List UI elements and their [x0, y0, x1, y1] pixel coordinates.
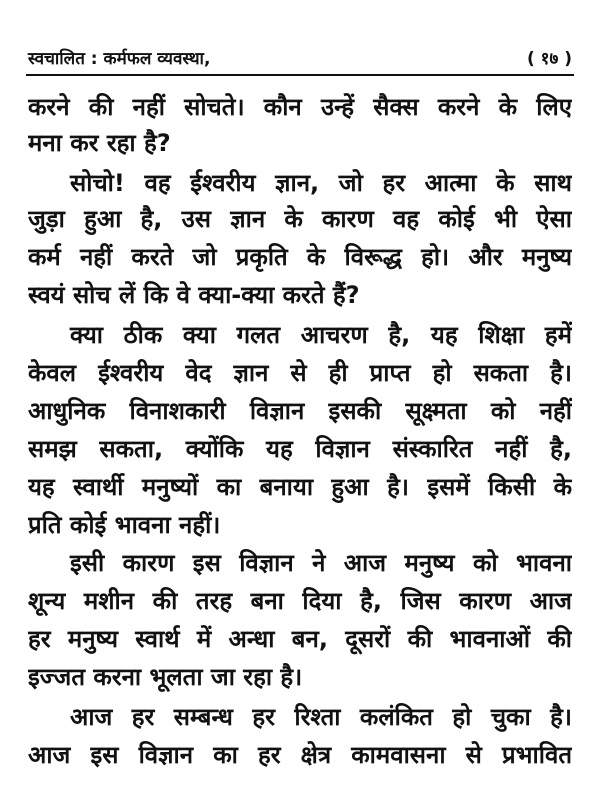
text-line: जुड़ा हुआ है, उस ज्ञान के कारण वह कोई भी ऐसा — [28, 205, 572, 233]
text-line: इसी कारण इस विज्ञान ने आज मनुष्य को भावना — [70, 549, 572, 577]
text-line: स्वयं सोच लें कि वे क्या-क्या करते हैं? — [28, 281, 360, 309]
text-line: समझ सकता, क्योंकि यह विज्ञान संस्कारित नहीं है, — [28, 435, 572, 463]
page-number: ( १७ ) — [526, 49, 572, 69]
header-rule — [26, 74, 574, 76]
text-line: आज इस विज्ञान का हर क्षेत्र कामवासना से प्रभावित — [28, 741, 572, 769]
text-line: सोचो! वह ईश्वरीय ज्ञान, जो हर आत्मा के साथ — [70, 169, 572, 197]
text-line: हर मनुष्य स्वार्थ में अन्धा बन, दूसरों की भावनाओं की — [28, 625, 572, 653]
text-line: प्रति कोई भावना नहीं। — [28, 511, 221, 539]
text-line: मना कर रहा है? — [28, 129, 171, 157]
text-line: कर्म नहीं करते जो प्रकृति के विरूद्ध हो। और मनुष्य — [28, 243, 572, 271]
text-line: केवल ईश्वरीय वेद ज्ञान से ही प्राप्त हो सकता है। — [28, 359, 572, 387]
text-line: क्या ठीक क्या गलत आचरण है, यह शिक्षा हमें — [70, 321, 572, 349]
text-line: यह स्वार्थी मनुष्यों का बनाया हुआ है। इसमें किसी के — [28, 473, 572, 501]
text-line: करने की नहीं सोचते। कौन उन्हें सैक्स करने के लिए — [28, 93, 572, 121]
page-header — [28, 46, 572, 69]
text-line: आधुनिक विनाशकारी विज्ञान इसकी सूक्ष्मता को नहीं — [28, 397, 572, 425]
text-line: इज्जत करना भूलता जा रहा है। — [28, 663, 303, 691]
text-line: आज हर सम्बन्ध हर रिश्ता कलंकित हो चुका है। — [70, 703, 572, 731]
text-line: शून्य मशीन की तरह बना दिया है, जिस कारण आज — [28, 587, 572, 615]
running-title: स्वचालित : कर्मफल व्यवस्था, — [28, 49, 211, 69]
